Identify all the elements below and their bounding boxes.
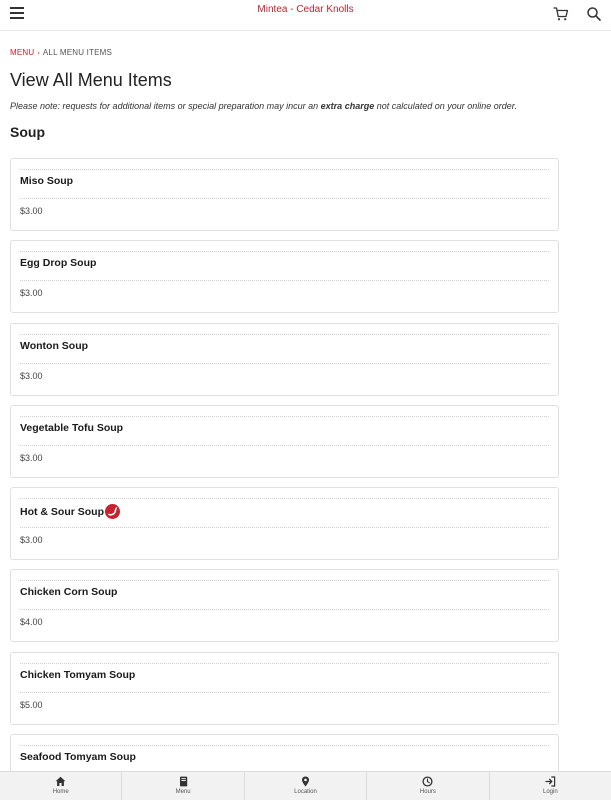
note-text-start: Please note: requests for additional items or special preparation may incur an (10, 101, 321, 111)
menu-item-price: $3.00 (20, 370, 43, 381)
divider (20, 445, 549, 446)
divider (20, 198, 549, 199)
nav-location[interactable] (245, 772, 367, 800)
login-icon (545, 776, 556, 787)
breadcrumb-separator: › (37, 50, 40, 57)
nav-location-label: Location (294, 789, 317, 795)
menu-item-price: $3.00 (20, 452, 43, 463)
location-pin-icon (300, 776, 311, 787)
divider (20, 692, 549, 693)
top-bar (0, 0, 611, 31)
clock-icon (422, 776, 433, 787)
note-text-end: not calculated on your online order. (374, 101, 517, 111)
cart-icon[interactable] (553, 6, 569, 22)
menu-item-name-row (20, 504, 120, 519)
divider (20, 169, 549, 170)
nav-hours-label: Hours (419, 789, 436, 795)
menu-item[interactable] (10, 487, 559, 560)
nav-home-label: Home (52, 789, 69, 795)
page-title: View All Menu Items (10, 70, 172, 90)
menu-item-name: Wonton Soup (20, 339, 89, 352)
site-title[interactable]: Mintea - Cedar Knolls (257, 4, 354, 15)
menu-item-name: Chicken Corn Soup (20, 586, 118, 599)
divider (20, 334, 549, 335)
divider (20, 745, 549, 746)
menu-item[interactable] (10, 652, 559, 725)
menu-item-name: Hot & Sour Soup (20, 505, 104, 518)
divider (20, 580, 549, 581)
nav-home[interactable] (0, 772, 122, 800)
divider (20, 363, 549, 364)
section-title-soup: Soup (10, 124, 45, 140)
divider (20, 416, 549, 417)
breadcrumb-current: ALL MENU ITEMS (42, 48, 113, 57)
menu-item-price: $3.00 (20, 535, 43, 546)
search-icon[interactable] (586, 6, 602, 22)
menu-item-name: Egg Drop Soup (20, 257, 97, 270)
breadcrumb-menu-link[interactable]: MENU (10, 48, 35, 57)
divider (20, 609, 549, 610)
menu-item-price: $3.00 (20, 288, 43, 299)
divider (20, 280, 549, 281)
menu-item[interactable] (10, 240, 559, 313)
home-icon (55, 776, 66, 787)
nav-login-label: Login (542, 789, 558, 795)
order-note (10, 101, 517, 111)
menu-item-price: $4.00 (20, 617, 43, 628)
menu-item[interactable] (10, 569, 559, 642)
nav-menu[interactable] (122, 772, 244, 800)
menu-item-price: $5.00 (20, 699, 43, 710)
breadcrumb (10, 48, 112, 57)
nav-menu-label: Menu (175, 789, 191, 795)
menu-item[interactable] (10, 323, 559, 396)
menu-item-name: Chicken Tomyam Soup (20, 668, 136, 681)
nav-hours[interactable] (367, 772, 489, 800)
spicy-pepper-icon (105, 504, 120, 519)
divider (20, 527, 549, 528)
bottom-nav (0, 771, 611, 800)
divider (20, 251, 549, 252)
menu-item-list (10, 158, 559, 800)
menu-item-price: $3.00 (20, 206, 43, 216)
menu-item-name: Seafood Tomyam Soup (20, 751, 136, 764)
divider (20, 663, 549, 664)
nav-login[interactable] (490, 772, 611, 800)
menu-book-icon (178, 776, 189, 787)
menu-item-name: Vegetable Tofu Soup (20, 421, 124, 434)
menu-item[interactable] (10, 405, 559, 478)
menu-item[interactable] (10, 158, 559, 231)
menu-item-name: Miso Soup (20, 175, 74, 187)
note-extra-charge: extra charge (320, 101, 375, 111)
divider (20, 498, 549, 499)
